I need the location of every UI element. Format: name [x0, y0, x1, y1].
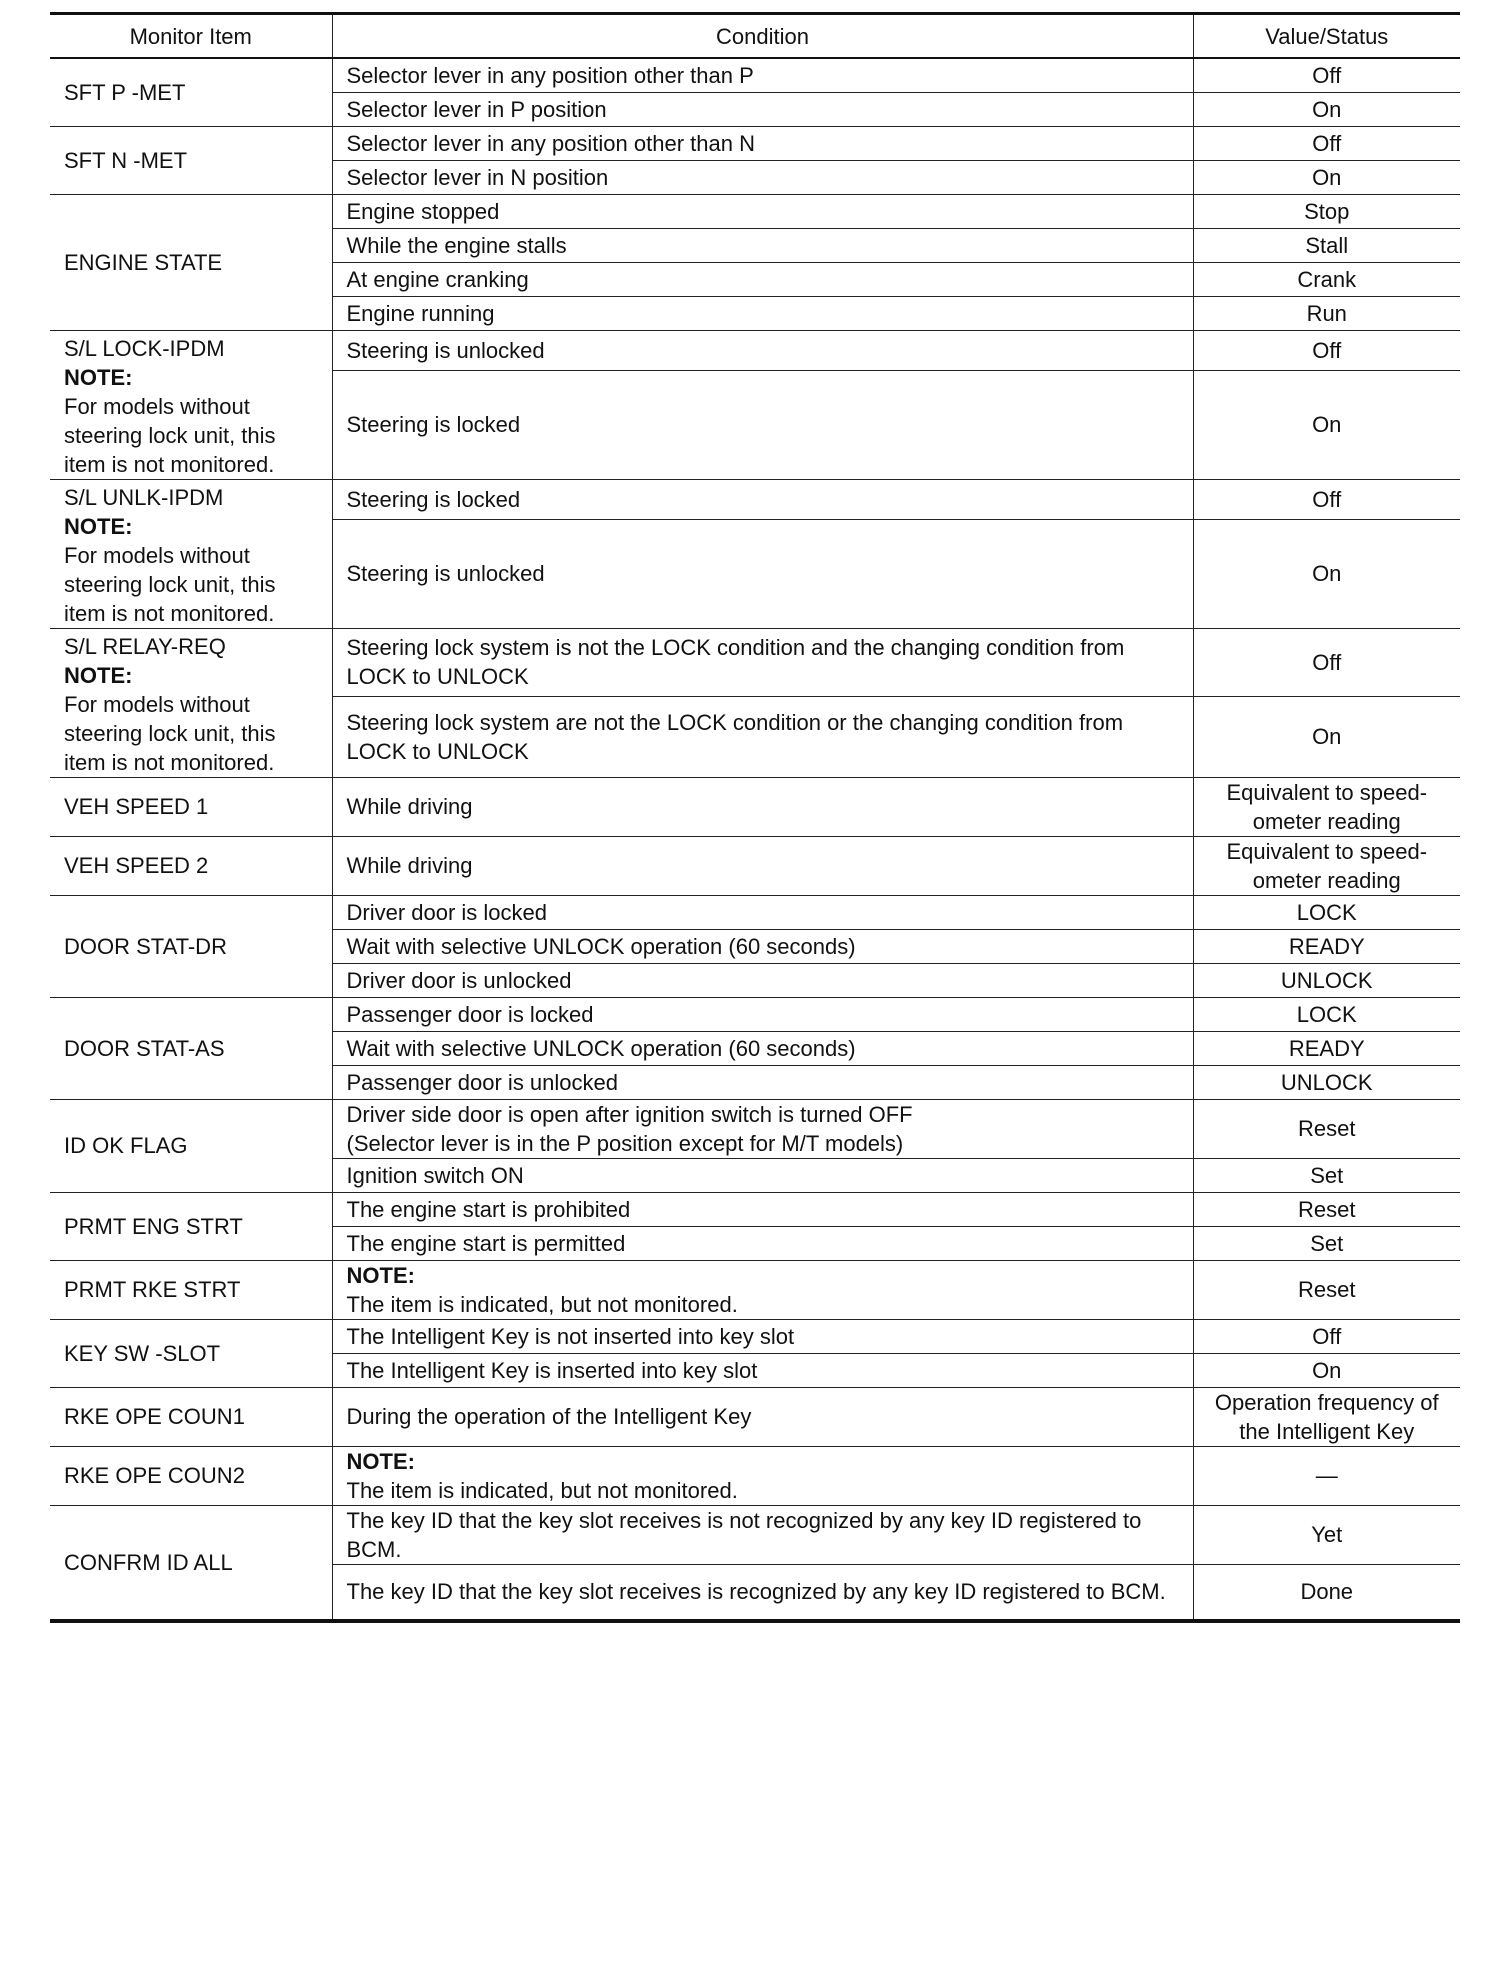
condition-cell: [332, 1158, 1193, 1192]
header-monitor-item: Monitor Item: [50, 14, 332, 59]
value-status-cell: On: [1193, 92, 1460, 126]
table-row: [50, 628, 1460, 697]
monitor-item-name: VEH SPEED 2: [64, 853, 209, 878]
note-label: NOTE:: [346, 1448, 415, 1474]
monitor-item-cell: [50, 126, 332, 194]
monitor-item-cell: [50, 1192, 332, 1260]
condition-text: Steering is unlocked: [346, 561, 545, 587]
table-row: [50, 836, 1460, 895]
monitor-item-name: DOOR STAT-DR: [64, 933, 227, 959]
value-status-cell: Yet: [1193, 1505, 1460, 1564]
monitor-item-cell: [50, 58, 332, 126]
value-status-cell: Stall: [1193, 228, 1460, 262]
condition-text: During the operation of the Intelligent Key: [346, 1404, 752, 1429]
condition-text: Wait with selective UNLOCK operation (60 seconds): [346, 933, 856, 959]
monitor-item-cell: [50, 895, 332, 997]
condition-cell: [332, 836, 1193, 895]
note-label: NOTE:: [64, 364, 133, 390]
monitor-item-name: S/L RELAY-REQ: [64, 633, 226, 659]
monitor-item-cell: [50, 1260, 332, 1319]
condition-text: Selector lever in any position other than N: [346, 130, 755, 156]
note-text: For models without steering lock unit, this item is not monitored.: [64, 542, 276, 626]
value-status-cell: —: [1193, 1446, 1460, 1505]
monitor-item-table-page: [50, 12, 1460, 1623]
condition-text: The key ID that the key slot receives is recognized by any key ID registered to BCM.: [346, 1579, 1166, 1605]
condition-cell: [332, 1192, 1193, 1226]
condition-cell: [332, 895, 1193, 929]
condition-text: The Intelligent Key is not inserted into key slot: [346, 1323, 795, 1349]
monitor-item-cell: [50, 1505, 332, 1621]
table-row: [50, 1192, 1460, 1226]
header-value-status: Value/Status: [1193, 14, 1460, 59]
condition-cell: [332, 370, 1193, 479]
table-row: [50, 777, 1460, 836]
monitor-item-name: SFT N -MET: [64, 147, 188, 173]
condition-text: Selector lever in N position: [346, 164, 609, 190]
condition-text: The Intelligent Key is inserted into key slot: [346, 1357, 758, 1383]
value-status-cell: Set: [1193, 1158, 1460, 1192]
table-row: [50, 1099, 1460, 1158]
condition-cell: [332, 1505, 1193, 1564]
monitor-item-cell: [50, 479, 332, 628]
table-row: [50, 479, 1460, 519]
value-status-cell: UNLOCK: [1193, 1065, 1460, 1099]
condition-text: Steering is locked: [346, 412, 521, 438]
condition-cell: [332, 296, 1193, 330]
condition-text: The item is indicated, but not monitored.: [346, 1477, 738, 1503]
monitor-item-cell: [50, 1099, 332, 1192]
monitor-item-cell: [50, 1319, 332, 1387]
table-row: [50, 997, 1460, 1031]
value-status-cell: READY: [1193, 1031, 1460, 1065]
table-row: [50, 1505, 1460, 1564]
condition-text: Selector lever in any position other than P: [346, 62, 754, 88]
condition-cell: [332, 1099, 1193, 1158]
value-status-cell: On: [1193, 160, 1460, 194]
monitor-item-cell: [50, 836, 332, 895]
value-status-cell: On: [1193, 370, 1460, 479]
condition-cell: [332, 929, 1193, 963]
condition-text: Selector lever in P position: [346, 96, 607, 122]
monitor-item-name: RKE OPE COUN2: [64, 1463, 245, 1488]
condition-text: Driver door is locked: [346, 899, 548, 925]
value-status-cell: Off: [1193, 58, 1460, 92]
condition-cell: [332, 262, 1193, 296]
condition-cell: [332, 1226, 1193, 1260]
table-row: [50, 1260, 1460, 1319]
note-label: NOTE:: [346, 1262, 415, 1288]
condition-cell: [332, 519, 1193, 628]
condition-cell: [332, 1260, 1193, 1319]
condition-cell: [332, 697, 1193, 777]
condition-cell: [332, 479, 1193, 519]
monitor-item-cell: [50, 194, 332, 330]
monitor-item-name: PRMT RKE STRT: [64, 1277, 241, 1302]
monitor-item-name: RKE OPE COUN1: [64, 1404, 245, 1429]
condition-cell: [332, 228, 1193, 262]
condition-text: Wait with selective UNLOCK operation (60 seconds): [346, 1035, 856, 1061]
condition-cell: [332, 58, 1193, 92]
value-status-cell: Off: [1193, 330, 1460, 370]
monitor-item-name: VEH SPEED 1: [64, 794, 209, 819]
condition-cell: [332, 1353, 1193, 1387]
table-row: [50, 126, 1460, 160]
condition-text: While driving: [346, 794, 473, 819]
monitor-item-cell: [50, 628, 332, 777]
condition-cell: [332, 628, 1193, 697]
table-row: [50, 895, 1460, 929]
table-row: [50, 1319, 1460, 1353]
condition-cell: [332, 1446, 1193, 1505]
monitor-item-name: CONFRM ID ALL: [64, 1549, 233, 1575]
value-status-cell: LOCK: [1193, 997, 1460, 1031]
monitor-item-cell: [50, 997, 332, 1099]
monitor-item-name: ID OK FLAG: [64, 1133, 188, 1158]
monitor-item-name: KEY SW -SLOT: [64, 1340, 221, 1366]
note-text: For models without steering lock unit, this item is not monitored.: [64, 691, 276, 775]
condition-text: At engine cranking: [346, 266, 529, 292]
condition-cell: [332, 92, 1193, 126]
condition-text: Steering lock system is not the LOCK condition and the changing condition from LOCK to UNLOCK: [346, 635, 1125, 690]
note-text: For models without steering lock unit, this item is not monitored.: [64, 393, 276, 477]
table-row: [50, 58, 1460, 92]
value-status-cell: Reset: [1193, 1192, 1460, 1226]
value-status-cell: Reset: [1193, 1260, 1460, 1319]
value-status-cell: Crank: [1193, 262, 1460, 296]
monitor-item-cell: [50, 1446, 332, 1505]
condition-cell: [332, 997, 1193, 1031]
note-label: NOTE:: [64, 662, 133, 688]
monitor-item-name: DOOR STAT-AS: [64, 1035, 225, 1061]
value-status-cell: On: [1193, 519, 1460, 628]
value-status-cell: Set: [1193, 1226, 1460, 1260]
condition-text: The key ID that the key slot receives is not recognized by any key ID registered to BCM.: [346, 1507, 1142, 1562]
condition-cell: [332, 777, 1193, 836]
monitor-item-cell: [50, 330, 332, 479]
condition-cell: [332, 194, 1193, 228]
condition-text: The item is indicated, but not monitored.: [346, 1291, 738, 1317]
condition-cell: [332, 1319, 1193, 1353]
monitor-item-name: ENGINE STATE: [64, 249, 223, 275]
table-row: [50, 330, 1460, 370]
value-status-cell: Run: [1193, 296, 1460, 330]
condition-cell: [332, 1564, 1193, 1621]
value-status-cell: Stop: [1193, 194, 1460, 228]
condition-cell: [332, 160, 1193, 194]
condition-cell: [332, 963, 1193, 997]
condition-text-detail: (Selector lever is in the P position except for M/T models): [346, 1130, 904, 1156]
condition-cell: [332, 126, 1193, 160]
monitor-item-name: SFT P -MET: [64, 79, 186, 105]
monitor-item-name: S/L UNLK-IPDM: [64, 484, 224, 510]
value-status-cell: Operation frequency of the Intelligent Key: [1193, 1387, 1460, 1446]
condition-text: Passenger door is unlocked: [346, 1069, 618, 1095]
monitor-item-name: PRMT ENG STRT: [64, 1213, 243, 1239]
table-body: [50, 58, 1460, 1621]
table-row: [50, 1387, 1460, 1446]
monitor-item-cell: [50, 1387, 332, 1446]
condition-text: While driving: [346, 853, 473, 878]
table-row: [50, 1446, 1460, 1505]
condition-text: The engine start is permitted: [346, 1230, 626, 1256]
condition-cell: [332, 1387, 1193, 1446]
condition-cell: [332, 1031, 1193, 1065]
value-status-cell: Done: [1193, 1564, 1460, 1621]
note-label: NOTE:: [64, 513, 133, 539]
value-status-cell: On: [1193, 697, 1460, 777]
condition-cell: [332, 1065, 1193, 1099]
condition-text: Engine running: [346, 300, 495, 326]
condition-text: Engine stopped: [346, 198, 500, 224]
header-condition: Condition: [332, 14, 1193, 59]
monitor-item-cell: [50, 777, 332, 836]
condition-text: While the engine stalls: [346, 232, 567, 258]
condition-text: Steering lock system are not the LOCK condition or the changing condition from LOCK to UNLOCK: [346, 709, 1124, 764]
value-status-cell: Reset: [1193, 1099, 1460, 1158]
condition-text: Ignition switch ON: [346, 1162, 524, 1188]
value-status-cell: On: [1193, 1353, 1460, 1387]
value-status-cell: LOCK: [1193, 895, 1460, 929]
monitor-item-name: S/L LOCK-IPDM: [64, 335, 225, 361]
condition-text: Steering is unlocked: [346, 337, 545, 363]
condition-text: The engine start is prohibited: [346, 1196, 631, 1222]
value-status-cell: Off: [1193, 628, 1460, 697]
value-status-cell: Equivalent to speed-ometer reading: [1193, 777, 1460, 836]
value-status-cell: Off: [1193, 126, 1460, 160]
condition-text: Driver side door is open after ignition switch is turned OFF: [346, 1101, 913, 1127]
condition-text: Passenger door is locked: [346, 1001, 594, 1027]
table-header-row: [50, 14, 1460, 59]
value-status-cell: UNLOCK: [1193, 963, 1460, 997]
condition-text: Driver door is unlocked: [346, 967, 572, 993]
value-status-cell: Off: [1193, 1319, 1460, 1353]
value-status-cell: READY: [1193, 929, 1460, 963]
condition-cell: [332, 330, 1193, 370]
table-row: [50, 194, 1460, 228]
value-status-cell: Off: [1193, 479, 1460, 519]
condition-text: Steering is locked: [346, 486, 521, 512]
value-status-cell: Equivalent to speed-ometer reading: [1193, 836, 1460, 895]
monitor-item-table: [50, 12, 1460, 1623]
